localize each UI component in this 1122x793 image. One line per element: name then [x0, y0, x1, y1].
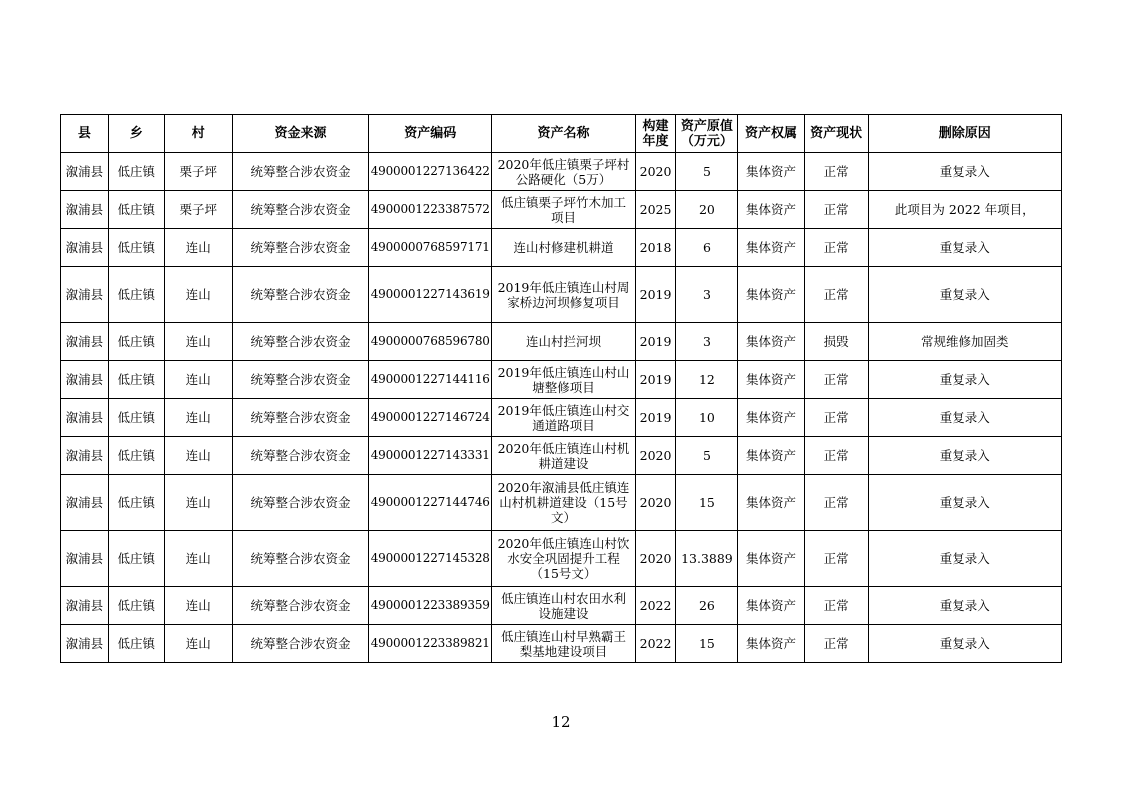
township-cell: 低庄镇	[108, 587, 164, 625]
fund-source-cell: 统筹整合涉农资金	[232, 531, 368, 587]
village-cell: 连山	[164, 267, 232, 323]
original-value-cell: 12	[676, 361, 738, 399]
township-cell: 低庄镇	[108, 531, 164, 587]
ownership-cell: 集体资产	[738, 361, 804, 399]
table-row	[61, 191, 1062, 229]
asset-code-cell: 4900001227143331	[369, 437, 492, 475]
county-cell: 溆浦县	[61, 229, 109, 267]
table-row	[61, 437, 1062, 475]
column-header-asset-name: 资产名称	[492, 115, 635, 153]
township-cell: 低庄镇	[108, 399, 164, 437]
village-cell: 连山	[164, 531, 232, 587]
county-cell: 溆浦县	[61, 323, 109, 361]
original-value-cell: 26	[676, 587, 738, 625]
status-cell: 正常	[804, 625, 868, 663]
table-row	[61, 153, 1062, 191]
asset-name-cell: 2020年低庄镇连山村机耕道建设	[492, 437, 635, 475]
column-header-build-year: 构建年度	[635, 115, 676, 153]
table-row	[61, 587, 1062, 625]
township-cell: 低庄镇	[108, 361, 164, 399]
asset-name-cell: 2020年低庄镇栗子坪村公路硬化（5万）	[492, 153, 635, 191]
ownership-cell: 集体资产	[738, 625, 804, 663]
column-header-deletion-reason: 删除原因	[868, 115, 1061, 153]
asset-name-cell: 低庄镇栗子坪竹木加工项目	[492, 191, 635, 229]
village-cell: 栗子坪	[164, 191, 232, 229]
asset-code-cell: 4900001223389821	[369, 625, 492, 663]
column-header-asset-code: 资产编码	[369, 115, 492, 153]
asset-deletion-table	[60, 114, 1062, 663]
status-cell: 损毁	[804, 323, 868, 361]
original-value-cell: 6	[676, 229, 738, 267]
fund-source-cell: 统筹整合涉农资金	[232, 625, 368, 663]
original-value-cell: 15	[676, 625, 738, 663]
ownership-cell: 集体资产	[738, 399, 804, 437]
ownership-cell: 集体资产	[738, 587, 804, 625]
county-cell: 溆浦县	[61, 153, 109, 191]
deletion-reason-cell: 重复录入	[868, 229, 1061, 267]
table-row	[61, 267, 1062, 323]
asset-code-cell: 4900001227145328	[369, 531, 492, 587]
table-body	[61, 153, 1062, 663]
village-cell: 连山	[164, 323, 232, 361]
village-cell: 连山	[164, 437, 232, 475]
original-value-cell: 5	[676, 437, 738, 475]
status-cell: 正常	[804, 229, 868, 267]
status-cell: 正常	[804, 153, 868, 191]
page-number: 12	[551, 713, 571, 731]
status-cell: 正常	[804, 437, 868, 475]
column-header-township: 乡	[108, 115, 164, 153]
table-header-row	[61, 115, 1062, 153]
deletion-reason-cell: 重复录入	[868, 399, 1061, 437]
column-header-village: 村	[164, 115, 232, 153]
deletion-reason-cell: 重复录入	[868, 625, 1061, 663]
ownership-cell: 集体资产	[738, 267, 804, 323]
table-row	[61, 475, 1062, 531]
asset-name-cell: 2019年低庄镇连山村周家桥边河坝修复项目	[492, 267, 635, 323]
status-cell: 正常	[804, 531, 868, 587]
ownership-cell: 集体资产	[738, 153, 804, 191]
build-year-cell: 2022	[635, 625, 676, 663]
county-cell: 溆浦县	[61, 531, 109, 587]
asset-name-cell: 2020年低庄镇连山村饮水安全巩固提升工程（15号文）	[492, 531, 635, 587]
asset-name-cell: 2019年低庄镇连山村山塘整修项目	[492, 361, 635, 399]
deletion-reason-cell: 常规维修加固类	[868, 323, 1061, 361]
build-year-cell: 2019	[635, 323, 676, 361]
deletion-reason-cell: 重复录入	[868, 475, 1061, 531]
build-year-cell: 2020	[635, 475, 676, 531]
township-cell: 低庄镇	[108, 323, 164, 361]
table-row	[61, 361, 1062, 399]
ownership-cell: 集体资产	[738, 531, 804, 587]
table-row	[61, 399, 1062, 437]
village-cell: 连山	[164, 399, 232, 437]
fund-source-cell: 统筹整合涉农资金	[232, 361, 368, 399]
original-value-cell: 10	[676, 399, 738, 437]
township-cell: 低庄镇	[108, 437, 164, 475]
village-cell: 连山	[164, 229, 232, 267]
original-value-cell: 3	[676, 323, 738, 361]
build-year-cell: 2022	[635, 587, 676, 625]
deletion-reason-cell: 重复录入	[868, 437, 1061, 475]
deletion-reason-cell: 重复录入	[868, 531, 1061, 587]
status-cell: 正常	[804, 399, 868, 437]
column-header-ownership: 资产权属	[738, 115, 804, 153]
ownership-cell: 集体资产	[738, 191, 804, 229]
asset-name-cell: 连山村拦河坝	[492, 323, 635, 361]
county-cell: 溆浦县	[61, 399, 109, 437]
build-year-cell: 2025	[635, 191, 676, 229]
build-year-cell: 2018	[635, 229, 676, 267]
original-value-cell: 5	[676, 153, 738, 191]
table-row	[61, 625, 1062, 663]
asset-code-cell: 4900001223387572	[369, 191, 492, 229]
county-cell: 溆浦县	[61, 267, 109, 323]
status-cell: 正常	[804, 587, 868, 625]
township-cell: 低庄镇	[108, 229, 164, 267]
asset-code-cell: 4900001227144116	[369, 361, 492, 399]
township-cell: 低庄镇	[108, 153, 164, 191]
county-cell: 溆浦县	[61, 437, 109, 475]
asset-code-cell: 4900001227146724	[369, 399, 492, 437]
county-cell: 溆浦县	[61, 625, 109, 663]
fund-source-cell: 统筹整合涉农资金	[232, 437, 368, 475]
deletion-reason-cell: 重复录入	[868, 153, 1061, 191]
township-cell: 低庄镇	[108, 191, 164, 229]
fund-source-cell: 统筹整合涉农资金	[232, 323, 368, 361]
township-cell: 低庄镇	[108, 267, 164, 323]
status-cell: 正常	[804, 361, 868, 399]
status-cell: 正常	[804, 267, 868, 323]
village-cell: 连山	[164, 625, 232, 663]
county-cell: 溆浦县	[61, 361, 109, 399]
ownership-cell: 集体资产	[738, 475, 804, 531]
table-row	[61, 229, 1062, 267]
asset-code-cell: 4900000768597171	[369, 229, 492, 267]
village-cell: 连山	[164, 587, 232, 625]
deletion-reason-cell: 重复录入	[868, 361, 1061, 399]
original-value-cell: 20	[676, 191, 738, 229]
original-value-cell: 3	[676, 267, 738, 323]
table-row	[61, 323, 1062, 361]
build-year-cell: 2020	[635, 437, 676, 475]
county-cell: 溆浦县	[61, 191, 109, 229]
asset-code-cell: 4900001227136422	[369, 153, 492, 191]
county-cell: 溆浦县	[61, 587, 109, 625]
asset-name-cell: 2019年低庄镇连山村交通道路项目	[492, 399, 635, 437]
fund-source-cell: 统筹整合涉农资金	[232, 229, 368, 267]
fund-source-cell: 统筹整合涉农资金	[232, 191, 368, 229]
township-cell: 低庄镇	[108, 625, 164, 663]
ownership-cell: 集体资产	[738, 323, 804, 361]
ownership-cell: 集体资产	[738, 437, 804, 475]
asset-code-cell: 4900001227143619	[369, 267, 492, 323]
fund-source-cell: 统筹整合涉农资金	[232, 587, 368, 625]
column-header-county: 县	[61, 115, 109, 153]
status-cell: 正常	[804, 475, 868, 531]
deletion-reason-cell: 此项目为 2022 年项目，	[868, 191, 1061, 229]
column-header-original-value: 资产原值（万元）	[676, 115, 738, 153]
original-value-cell: 13.3889	[676, 531, 738, 587]
asset-name-cell: 2020年溆浦县低庄镇连山村机耕道建设（15号文）	[492, 475, 635, 531]
asset-code-cell: 4900001227144746	[369, 475, 492, 531]
deletion-reason-cell: 重复录入	[868, 267, 1061, 323]
original-value-cell: 15	[676, 475, 738, 531]
build-year-cell: 2019	[635, 361, 676, 399]
build-year-cell: 2020	[635, 531, 676, 587]
asset-name-cell: 低庄镇连山村早熟霸王梨基地建设项目	[492, 625, 635, 663]
ownership-cell: 集体资产	[738, 229, 804, 267]
build-year-cell: 2019	[635, 267, 676, 323]
status-cell: 正常	[804, 191, 868, 229]
column-header-fund-source: 资金来源	[232, 115, 368, 153]
fund-source-cell: 统筹整合涉农资金	[232, 399, 368, 437]
village-cell: 栗子坪	[164, 153, 232, 191]
village-cell: 连山	[164, 361, 232, 399]
deletion-reason-cell: 重复录入	[868, 587, 1061, 625]
asset-code-cell: 4900000768596780	[369, 323, 492, 361]
column-header-status: 资产现状	[804, 115, 868, 153]
fund-source-cell: 统筹整合涉农资金	[232, 153, 368, 191]
build-year-cell: 2020	[635, 153, 676, 191]
fund-source-cell: 统筹整合涉农资金	[232, 267, 368, 323]
table-row	[61, 531, 1062, 587]
fund-source-cell: 统筹整合涉农资金	[232, 475, 368, 531]
asset-name-cell: 低庄镇连山村农田水利设施建设	[492, 587, 635, 625]
county-cell: 溆浦县	[61, 475, 109, 531]
asset-code-cell: 4900001223389359	[369, 587, 492, 625]
village-cell: 连山	[164, 475, 232, 531]
build-year-cell: 2019	[635, 399, 676, 437]
township-cell: 低庄镇	[108, 475, 164, 531]
asset-name-cell: 连山村修建机耕道	[492, 229, 635, 267]
